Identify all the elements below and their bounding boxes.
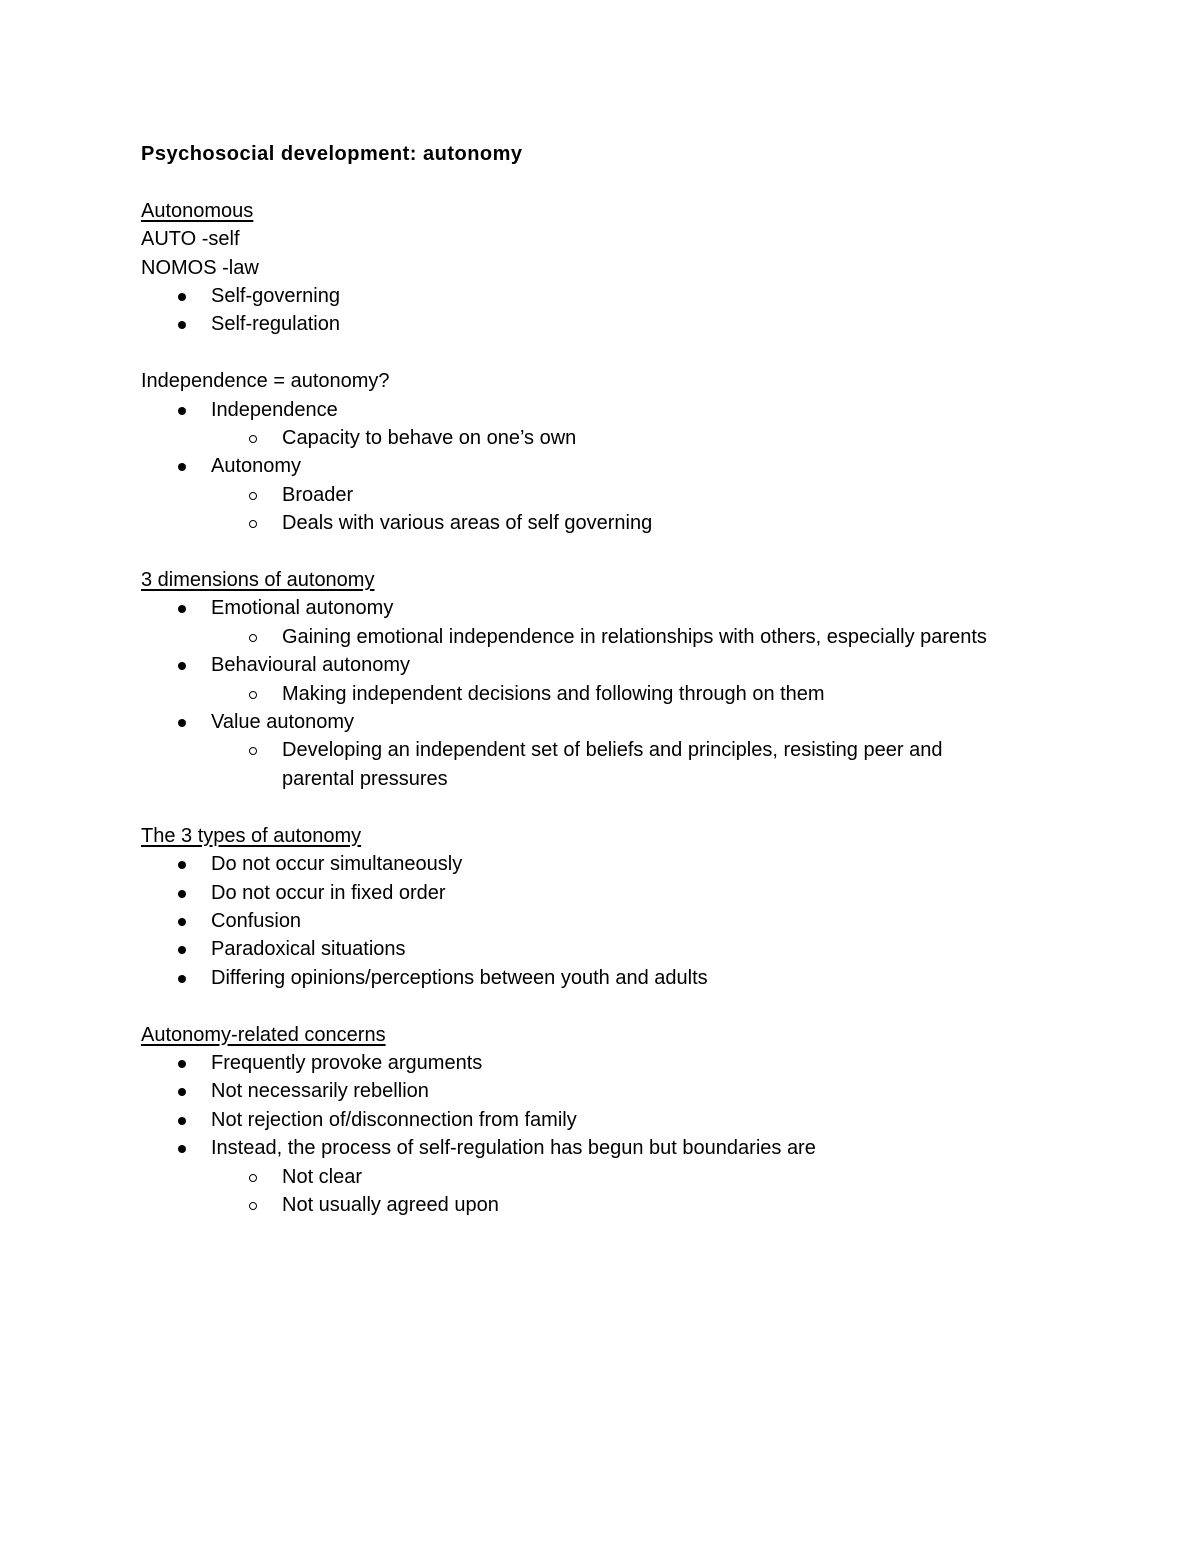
hollow-bullet-icon (249, 634, 257, 642)
bullet-icon (178, 407, 186, 415)
list-item: Self-regulation (141, 310, 1101, 338)
bullet-icon (178, 918, 186, 926)
bullet-list (141, 396, 1101, 538)
sub-list-item: Not usually agreed upon (141, 1191, 1101, 1219)
hollow-bullet-icon (249, 435, 257, 443)
text-line: AUTO -self (141, 228, 240, 251)
document-title: Psychosocial development: autonomy (141, 143, 523, 165)
list-item: Instead, the process of self-regulation has begun but boundaries are (141, 1134, 1101, 1162)
bullet-icon (178, 293, 186, 301)
section-heading-dimensions: 3 dimensions of autonomy (141, 569, 375, 592)
section-heading-concerns: Autonomy-related concerns (141, 1023, 386, 1046)
sub-list-item: Deals with various areas of self governing (141, 509, 1101, 537)
list-item: Not rejection of/disconnection from family (141, 1106, 1101, 1134)
bullet-icon (178, 1060, 186, 1068)
text-line: NOMOS -law (141, 256, 259, 279)
bullet-icon (178, 861, 186, 869)
document-page (141, 140, 1101, 1219)
list-item: Paradoxical situations (141, 935, 1101, 963)
bullet-icon (178, 605, 186, 613)
sub-list-item: Not clear (141, 1163, 1101, 1191)
sub-list-item: Making independent decisions and following through on them (141, 680, 1101, 708)
bullet-icon (178, 975, 186, 983)
bullet-icon (178, 1088, 186, 1096)
list-item: Not necessarily rebellion (141, 1077, 1101, 1105)
bullet-icon (178, 321, 186, 329)
sub-list-item: Developing an independent set of beliefs and principles, resisting peer and parental pressures (141, 736, 1101, 793)
bullet-icon (178, 1117, 186, 1125)
sub-list-item: Capacity to behave on one’s own (141, 424, 1101, 452)
bullet-icon (178, 662, 186, 670)
bullet-list (141, 594, 1101, 793)
hollow-bullet-icon (249, 1174, 257, 1182)
hollow-bullet-icon (249, 492, 257, 500)
bullet-list (141, 1049, 1101, 1219)
bullet-icon (178, 890, 186, 898)
bullet-icon (178, 1145, 186, 1153)
bullet-icon (178, 719, 186, 727)
hollow-bullet-icon (249, 1202, 257, 1210)
list-item: Frequently provoke arguments (141, 1049, 1101, 1077)
list-item: Behavioural autonomy (141, 651, 1101, 679)
section-heading-independence: Independence = autonomy? (141, 370, 390, 393)
bullet-list (141, 282, 1101, 339)
hollow-bullet-icon (249, 747, 257, 755)
list-item: Emotional autonomy (141, 594, 1101, 622)
list-item: Differing opinions/perceptions between youth and adults (141, 964, 1101, 992)
section-heading-types: The 3 types of autonomy (141, 824, 362, 847)
bullet-list (141, 850, 1101, 992)
list-item: Autonomy (141, 452, 1101, 480)
list-item: Do not occur simultaneously (141, 850, 1101, 878)
list-item: Do not occur in fixed order (141, 879, 1101, 907)
list-item: Independence (141, 396, 1101, 424)
sub-list-item: Gaining emotional independence in relationships with others, especially parents (141, 623, 1101, 651)
bullet-icon (178, 463, 186, 471)
sub-list-item: Broader (141, 481, 1101, 509)
section-heading-autonomous: Autonomous (141, 199, 254, 222)
hollow-bullet-icon (249, 520, 257, 528)
list-item: Value autonomy (141, 708, 1101, 736)
bullet-icon (178, 946, 186, 954)
list-item: Self-governing (141, 282, 1101, 310)
list-item: Confusion (141, 907, 1101, 935)
hollow-bullet-icon (249, 691, 257, 699)
